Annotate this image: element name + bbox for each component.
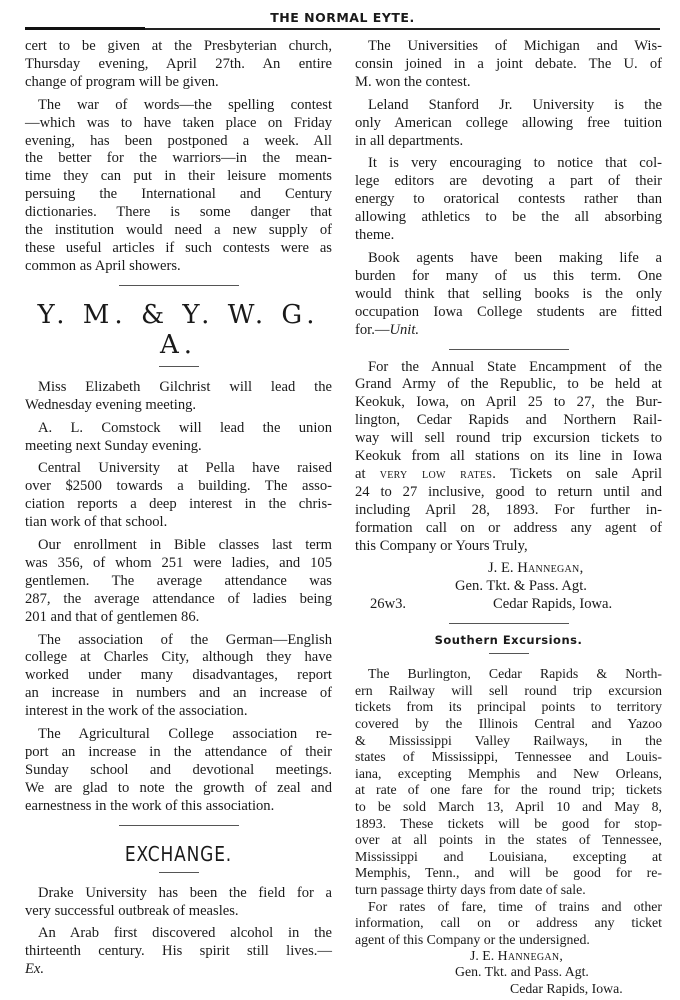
encampment-signature — [355, 560, 662, 614]
text-line: evening, has been postponed a week. All — [25, 132, 332, 149]
text-line: cert to be given at the Presbyterian church, — [25, 38, 332, 54]
left-column — [25, 38, 332, 984]
text-line: 1893. These tickets will be good for stop- — [355, 815, 662, 831]
paragraph — [25, 460, 332, 532]
encampment-notice — [355, 359, 662, 556]
text-line: 287, the average attendance of ladies being — [25, 590, 332, 607]
text-line: gentlemen. The average attendance was — [25, 572, 332, 589]
text-line: Book agents have been making life a — [368, 249, 662, 266]
text-line: iana, excepting Memphis and New Orleans, — [355, 765, 662, 781]
text-line: 201 and that of gentlemen 86. — [25, 608, 200, 625]
signer-initials: J. E. — [470, 948, 498, 964]
text-line: common as April showers. — [25, 257, 181, 274]
text-segment: at — [355, 465, 380, 482]
text-line: 24 to 27 inclusive, good to return until and — [355, 483, 662, 500]
signer-title: Gen. Tkt. and Pass. Agt. — [455, 964, 589, 980]
text-line: occupation Iowa College students are fitted — [355, 303, 662, 320]
text-line: A. L. Comstock will lead the union — [38, 419, 332, 436]
text-line: energy to oratorical contests rather than — [355, 191, 662, 208]
text-line: college at Charles City, although they have — [25, 649, 332, 666]
text-line: ern Railway will sell round trip excursion — [355, 682, 662, 698]
signer-surname: Hannegan, — [497, 948, 564, 964]
text-line: Miss Elizabeth Gilchrist will lead the — [38, 378, 332, 395]
text-line: these useful articles if such contests were as — [25, 239, 332, 256]
signer-surname: Hannegan, — [517, 560, 584, 577]
text-line: very successful outbreak of measles. — [25, 902, 239, 919]
text-line: this Company or Yours Truly, — [355, 537, 528, 554]
text-line: dictionaries. There is some danger that — [25, 204, 332, 221]
text-line: An Arab first discovered alcohol in the — [38, 925, 332, 942]
paragraph — [355, 38, 662, 92]
text-line: earnestness in the work of this association. — [25, 797, 275, 814]
text-line: meeting next Sunday evening. — [25, 437, 202, 454]
text-line: Wednesday evening meeting. — [25, 396, 197, 413]
text-line: formation call on or address any agent of — [355, 519, 662, 536]
text-line: Thursday evening, April 27th. An entire — [25, 55, 332, 72]
small-caps-text: very low rates — [379, 465, 493, 482]
section-divider — [449, 623, 569, 624]
text-line: ciation reports a deep interest in the chris- — [25, 496, 332, 513]
southern-excursions-heading: Southern Excursions. — [434, 633, 583, 648]
text-line: an increase in numbers and an increase of — [25, 685, 332, 702]
text-line: over at all points in the states of Tennessee, — [355, 832, 662, 848]
signer-title: Gen. Tkt. & Pass. Agt. — [455, 578, 587, 595]
exchange-continued-section — [355, 38, 662, 340]
text-line: over $2500 towards a building. The asso- — [25, 478, 332, 495]
text-line: Keokuk from all stations on its line in Iowa — [355, 448, 662, 465]
ad-code: 26w3. — [370, 596, 407, 613]
paragraph — [355, 155, 662, 245]
text-line: Sunday school and devotional meetings. — [25, 761, 332, 778]
text-segment: for.— — [355, 321, 390, 338]
text-line: way will sell round trip excursion tickets to — [355, 430, 662, 447]
section-divider — [119, 825, 239, 826]
italic-text: Unit. — [389, 321, 420, 338]
text-line: states of Mississippi, Tennessee and Louis- — [355, 749, 662, 765]
text-line: allowing athletics to be the all absorbing — [355, 209, 662, 226]
text-line: Mississippi and Louisiana, excepting at — [355, 848, 662, 864]
signer-initials: J. E. — [488, 560, 518, 577]
paragraph — [25, 420, 332, 456]
heading-underline — [489, 653, 529, 654]
text-line: Drake University has been the field for a — [38, 884, 332, 901]
text-line: Grand Army of the Republic, to be held at — [355, 376, 662, 393]
text-line: was 356, of whom 251 were ladies, and 105 — [25, 554, 332, 571]
text-line: the better for the warriors—in the mean- — [25, 150, 332, 167]
paragraph — [25, 632, 332, 722]
paragraph — [25, 537, 332, 627]
text-line: M. won the contest. — [355, 73, 471, 90]
italic-text: Ex. — [25, 961, 45, 978]
text-line: It is very encouraging to notice that col- — [368, 155, 662, 172]
text-line: —which was to have taken place on Friday — [25, 114, 332, 131]
paragraph — [25, 97, 332, 276]
text-line: burden for many of us this term. One — [355, 267, 662, 284]
text-line — [25, 961, 332, 979]
heading-underline — [159, 366, 199, 367]
text-line: thirteenth century. His spirit still lives.— — [25, 943, 332, 960]
text-line — [355, 466, 662, 484]
text-line: time they can put in their leisure moments — [25, 168, 332, 185]
paragraph — [25, 379, 332, 415]
southern-excursions-notice — [355, 666, 662, 948]
text-line: theme. — [355, 227, 395, 244]
southern-signature — [355, 948, 662, 997]
paragraph — [355, 250, 662, 340]
section-divider — [119, 285, 239, 286]
text-line: Central University at Pella have raised — [38, 460, 332, 477]
paragraph — [355, 899, 662, 949]
text-line: at rate of one fare for the round trip; tickets — [355, 782, 662, 798]
exchange-heading: EXCHANGE. — [124, 841, 233, 866]
text-line: The Burlington, Cedar Rapids & North- — [368, 666, 662, 682]
text-line: Keokuk, Iowa, on April 25 to 27, the Bur- — [355, 394, 662, 411]
text-line: tian work of that school. — [25, 514, 168, 531]
text-line: Memphis, Tenn., and will be good for re- — [355, 865, 662, 881]
text-line: We are glad to note the growth of zeal and — [25, 779, 332, 796]
text-line: only American college allowing free tuition — [355, 114, 662, 131]
section-divider — [449, 349, 569, 350]
signer-place: Cedar Rapids, Iowa. — [493, 596, 613, 613]
text-line: tickets from its principal points to territory — [355, 699, 662, 715]
text-line: lege editors are devoting a part of their — [355, 173, 662, 190]
text-line: the institution would need a new supply of — [25, 222, 332, 239]
paragraph — [355, 666, 662, 898]
text-line: to be sold March 13, April 10 and May 8, — [355, 798, 662, 814]
text-line: For the Annual State Encampment of the — [368, 358, 662, 375]
heading-underline — [159, 872, 199, 873]
paragraph — [355, 97, 662, 151]
masthead-title: THE NORMAL EYTE. — [270, 10, 415, 25]
right-column — [355, 38, 662, 997]
text-line: port an increase in the attendance of their — [25, 744, 332, 760]
text-line: Leland Stanford Jr. University is the — [368, 96, 662, 113]
text-line — [355, 322, 662, 340]
text-line: information, call on or address any ticket — [355, 915, 662, 931]
text-line: covered by the Illinois Central and Yazoo — [355, 715, 662, 731]
text-line: turn passage thirty days from date of sale. — [355, 881, 586, 897]
masthead-rule — [25, 28, 660, 30]
text-line: agent of this Company or the undersigned. — [355, 931, 590, 947]
text-line: The Agricultural College association re- — [38, 726, 332, 743]
ymca-section — [25, 379, 332, 816]
text-line: The association of the German—English — [38, 631, 332, 648]
intro-section — [25, 38, 332, 276]
text-line: interest in the work of the association. — [25, 703, 248, 720]
text-line: persuing the International and Century — [25, 186, 332, 203]
text-line: For rates of fare, time of trains and other — [368, 898, 662, 914]
paragraph — [25, 885, 332, 921]
paragraph — [355, 359, 662, 556]
text-line: & Mississippi Valley Railways, in the — [355, 732, 662, 748]
text-line: The war of words—the spelling contest — [38, 96, 332, 113]
signer-place: Cedar Rapids, Iowa. — [510, 980, 623, 996]
ymca-heading: Y. M. & Y. W. G. A. — [37, 299, 320, 360]
text-line: worked under many disadvantages, report — [25, 667, 332, 684]
paragraph — [25, 38, 332, 92]
text-segment: . Tickets on sale April — [492, 465, 662, 482]
text-line: change of program will be given. — [25, 73, 219, 90]
text-line: in all departments. — [355, 132, 464, 149]
exchange-section — [25, 885, 332, 980]
paragraph — [25, 726, 332, 816]
text-line: The Universities of Michigan and Wis- — [368, 38, 662, 54]
text-line: consin joined in a joint debate. The U. of — [355, 55, 662, 72]
text-line: would think that selling books is the only — [355, 285, 662, 302]
text-line: including April 28, 1893. For further in- — [355, 501, 662, 518]
text-line: Our enrollment in Bible classes last term — [38, 537, 332, 554]
text-line: lington, Cedar Rapids and Northern Rail- — [355, 412, 662, 429]
paragraph — [25, 925, 332, 979]
